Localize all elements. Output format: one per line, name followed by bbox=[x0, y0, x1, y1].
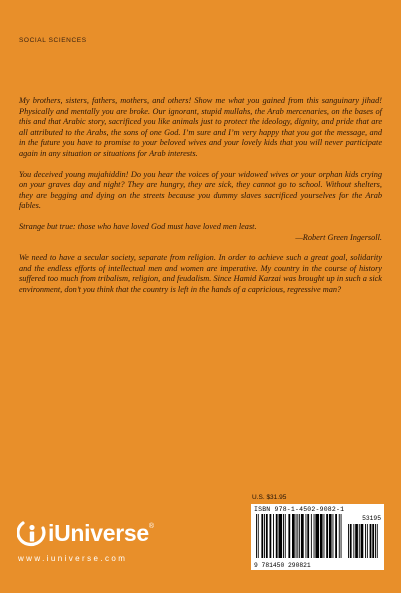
price-label: U.S. $31.95 bbox=[252, 494, 287, 501]
ean-digits: 9 781450 290821 bbox=[254, 562, 311, 569]
publisher-url: www.iuniverse.com bbox=[18, 554, 128, 563]
ean-barcode-bars bbox=[256, 514, 346, 558]
registered-mark: ® bbox=[148, 523, 155, 530]
quote-attribution: —Robert Green Ingersoll. bbox=[295, 232, 382, 242]
epigraph-quote bbox=[19, 222, 382, 243]
price-code: 53195 bbox=[362, 515, 381, 522]
iuniverse-logo-icon bbox=[17, 519, 47, 547]
blurb-paragraph-2: You deceived young mujahiddin! Do you hear the voices of your widowed wives or your orphan kids crying on your graves day and night? They are hungry, they are sick, they cannot go to school. Without shelters, they are begging and dying on the streets because you dummy slaves sacrificed yourselves for the Arab fables. bbox=[19, 169, 382, 211]
blurb-text bbox=[19, 96, 382, 306]
isbn-text: ISBN 978-1-4502-9082-1 bbox=[254, 506, 345, 513]
addon-barcode-bars bbox=[348, 524, 380, 558]
blurb-paragraph-1: My brothers, sisters, fathers, mothers, and others! Show me what you gained from this sanguinary jihad! Physically and mentally you are broke. Our ignorant, stupid mullahs, the Arab mercenaries, on the bases of this and that Arabic story, sacrificed you like animals just to protect the ideology, dignity, and pride that are all attributed to the Arabs, the sons of one God. I’m sure and I’m very happy that you got the message, and in the future you have to promise to your beloved wives and your lovely kids that you will never participate again in any situation or situations for Arab interests. bbox=[19, 96, 382, 158]
publisher-name: iUniverse bbox=[48, 520, 149, 546]
publisher-logo bbox=[17, 519, 154, 547]
category-label: SOCIAL SCIENCES bbox=[19, 37, 87, 44]
barcode bbox=[251, 504, 384, 570]
blurb-paragraph-3: We need to have a secular society, separate from religion. In order to achieve such a great goal, solidarity and the endless efforts of intellectual men and women are imperative. My country in the course of history suffered too much from tribalism, religion, and feudalism. Since Hamid Karzai was brought up in such a sick environment, don’t you think that the country is left in the hands of a capricious, regressive man? bbox=[19, 253, 382, 294]
quote-text: Strange but true: those who have loved God must have loved men least. bbox=[19, 221, 257, 231]
